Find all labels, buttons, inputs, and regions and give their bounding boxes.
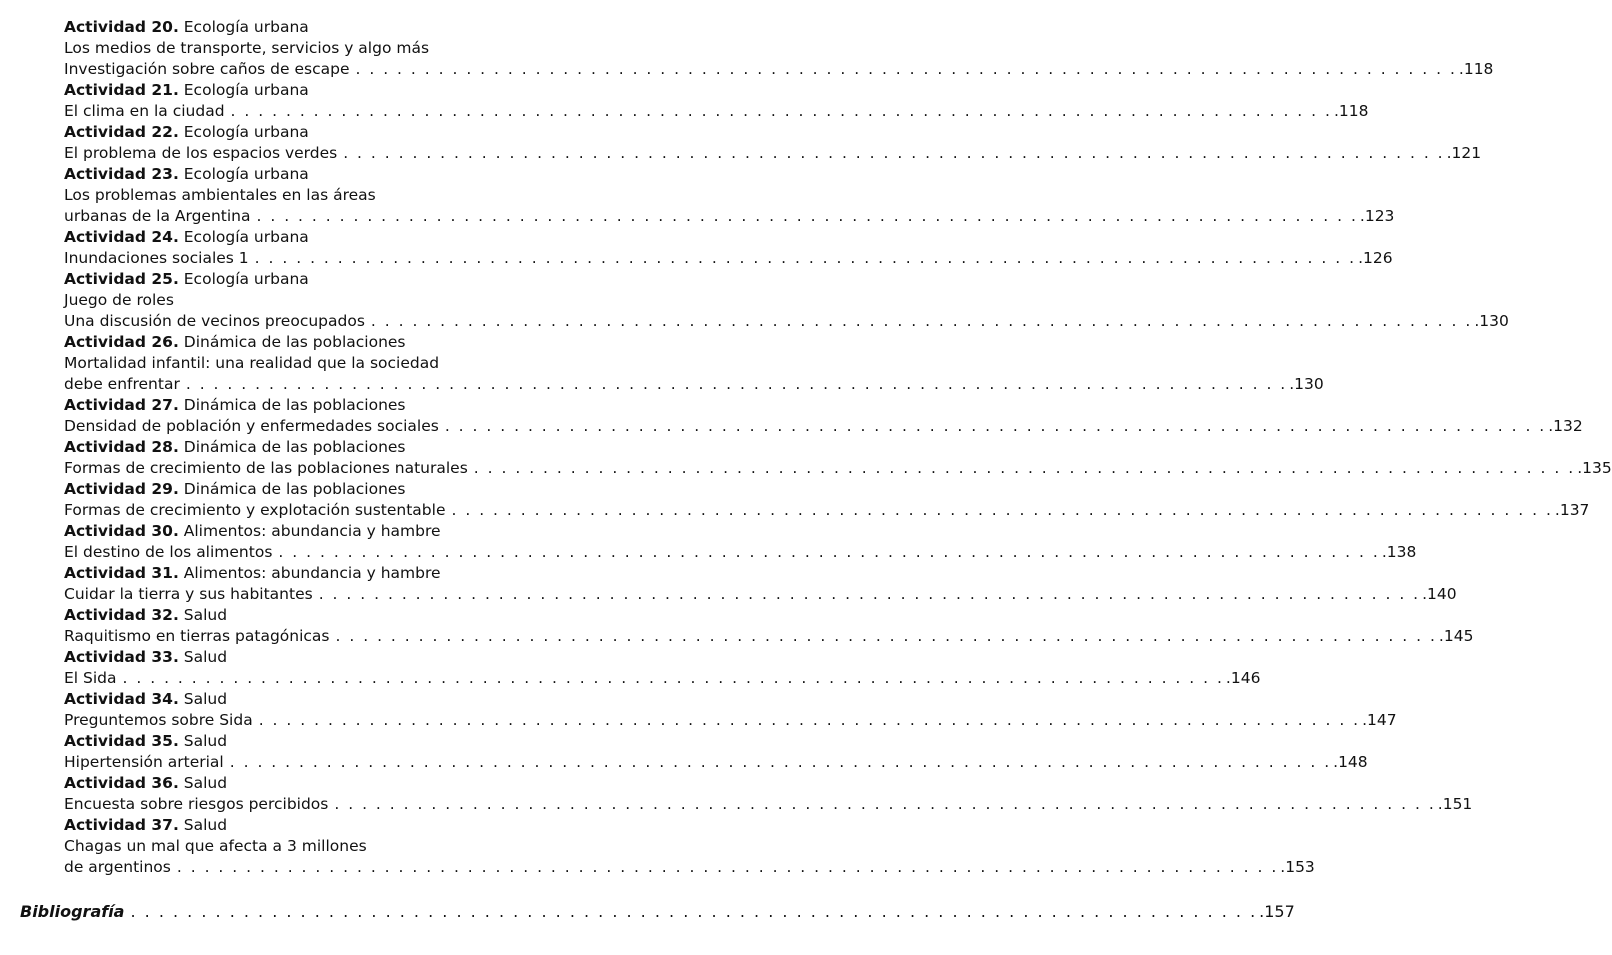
toc-entry[interactable] [64,164,1395,227]
toc-entry[interactable] [64,479,1590,521]
dot-leader: . . . . . . . . . . . . . . . . . . . . . . . . . . . . . . . . . . . . . . . . . . . . . . . . . . . . . . . . . . . . . . . . . . . . . . . . . . . . . . . . [254,249,1357,267]
activity-number: Actividad 36. [64,774,179,792]
activity-title-line [64,542,1417,563]
activity-title: Chagas un mal que afecta a 3 millones [64,837,367,855]
page-number: .118 [1333,102,1369,120]
dot-leader: . . . . . . . . . . . . . . . . . . . . . . . . . . . . . . . . . . . . . . . . . . . . . . . . . . . . . . . . . . . . . . . . . . . . . . . . . . . . . . . . [122,669,1224,687]
activity-number: Actividad 27. [64,396,179,414]
activity-title-line [64,794,1473,815]
activity-title-line [64,584,1457,605]
page-number: .157 [1259,902,1295,921]
activity-heading [64,80,528,101]
page-number: .146 [1225,669,1261,687]
toc-entry[interactable] [64,269,1509,332]
dot-leader: . . . . . . . . . . . . . . . . . . . . . . . . . . . . . . . . . . . . . . . . . . . . . . . . . . . . . . . . . . . . . . . . . . . . . . . . . . . . . . . . [256,207,1358,225]
page-number: .132 [1548,417,1583,435]
activity-title: Formas de crecimiento y explotación sustentable [64,501,446,519]
dot-leader: . . . . . . . . . . . . . . . . . . . . . . . . . . . . . . . . . . . . . . . . . . . . . . . . . . . . . . . . . . . . . . . . . . . . . . . . . . . . . . . . [230,102,1332,120]
activity-topic: Dinámica de las poblaciones [183,333,406,351]
activity-title-line [64,101,1369,122]
page-number: .130 [1474,312,1509,330]
dot-leader: . . . . . . . . . . . . . . . . . . . . . . . . . . . . . . . . . . . . . . . . . . . . . . . . . . . . . . . . . . . . . . . . . . . . . . . . . . . . . . . . [176,858,1279,876]
activity-number: Actividad 21. [64,81,179,99]
page-number: .153 [1280,858,1315,876]
activity-title-line [64,290,528,311]
toc-entry[interactable] [64,332,1324,395]
activity-title: urbanas de la Argentina [64,207,251,225]
activity-title-line [64,206,1395,227]
activity-topic: Dinámica de las poblaciones [183,438,406,456]
toc-entry[interactable] [64,395,1583,437]
activity-heading [64,563,528,584]
dot-leader: . . . . . . . . . . . . . . . . . . . . . . . . . . . . . . . . . . . . . . . . . . . . . . . . . . . . . . . . . . . . . . . . . . . . . . . . . . . . . . . . [370,312,1473,330]
activity-number: Actividad 32. [64,606,179,624]
activity-topic: Ecología urbana [183,228,309,246]
page-number: .138 [1381,543,1417,561]
toc-entry[interactable] [64,521,1417,563]
activity-title: El Sida [64,669,117,687]
activity-heading [64,17,528,38]
dot-leader: . . . . . . . . . . . . . . . . . . . . . . . . . . . . . . . . . . . . . . . . . . . . . . . . . . . . . . . . . . . . . . . . . . . . . . . . . . . . . . . . [334,795,1436,813]
toc-entry[interactable] [64,605,1474,647]
page-number: .140 [1422,585,1457,603]
activity-title-line [64,836,528,857]
activity-topic: Salud [183,606,228,624]
activity-title-line [64,353,528,374]
activity-title-line [64,710,1397,731]
page-number: .147 [1362,711,1397,729]
page-number: .137 [1554,501,1590,519]
toc-entry[interactable] [64,227,1393,269]
activity-title: Inundaciones sociales 1 [64,249,249,267]
dot-leader: . . . . . . . . . . . . . . . . . . . . . . . . . . . . . . . . . . . . . . . . . . . . . . . . . . . . . . . . . . . . . . . . . . . . . . . . . . . . . . . . [335,627,1437,645]
toc-entry[interactable] [64,731,1368,773]
activity-heading [64,815,528,836]
activity-number: Actividad 22. [64,123,179,141]
page-number: .151 [1437,795,1473,813]
dot-leader: . . . . . . . . . . . . . . . . . . . . . . . . . . . . . . . . . . . . . . . . . . . . . . . . . . . . . . . . . . . . . . . . . . . . . . . . . . . . . . . . [258,711,1361,729]
dot-leader: . . . . . . . . . . . . . . . . . . . . . . . . . . . . . . . . . . . . . . . . . . . . . . . . . . . . . . . . . . . . . . . . . . . . . . . . . . . . . . . . [130,902,1258,921]
activity-number: Actividad 29. [64,480,179,498]
page-number: .130 [1289,375,1324,393]
activity-title-line [64,626,1474,647]
activity-title: El clima en la ciudad [64,102,225,120]
activity-title-line [64,311,1509,332]
activity-title: Investigación sobre caños de escape [64,60,350,78]
activity-title: El problema de los espacios verdes [64,144,338,162]
activity-topic: Ecología urbana [183,123,309,141]
activity-heading [64,605,528,626]
activity-title-line [64,500,1590,521]
activity-title: Preguntemos sobre Sida [64,711,253,729]
page-number: .126 [1358,249,1393,267]
page-number: .145 [1438,627,1474,645]
activity-number: Actividad 24. [64,228,179,246]
activity-heading [64,269,528,290]
dot-leader: . . . . . . . . . . . . . . . . . . . . . . . . . . . . . . . . . . . . . . . . . . . . . . . . . . . . . . . . . . . . . . . . . . . . . . . . . . . . . . . . [444,417,1547,435]
activity-heading [64,479,528,500]
page-number: .121 [1446,144,1482,162]
activity-topic: Salud [183,816,228,834]
dot-leader: . . . . . . . . . . . . . . . . . . . . . . . . . . . . . . . . . . . . . . . . . . . . . . . . . . . . . . . . . . . . . . . . . . . . . . . . . . . . . . . . [343,144,1445,162]
page-number: .123 [1359,207,1395,225]
dot-leader: . . . . . . . . . . . . . . . . . . . . . . . . . . . . . . . . . . . . . . . . . . . . . . . . . . . . . . . . . . . . . . . . . . . . . . . . . . . . . . . . [278,543,1380,561]
toc-entry[interactable] [64,122,1482,164]
activity-title: Los medios de transporte, servicios y algo más [64,39,430,57]
activity-topic: Alimentos: abundancia y hambre [183,522,441,540]
activity-topic: Ecología urbana [183,81,309,99]
activity-title-line [64,458,1612,479]
activity-title: de argentinos [64,858,171,876]
page-number: .118 [1458,60,1494,78]
activity-heading [64,332,528,353]
activity-heading [64,731,528,752]
activity-number: Actividad 25. [64,270,179,288]
activity-title: Los problemas ambientales en las áreas [64,186,376,204]
activity-heading [64,773,528,794]
activity-topic: Ecología urbana [183,165,309,183]
activity-title-line [64,185,528,206]
activity-topic: Ecología urbana [183,270,309,288]
dot-leader: . . . . . . . . . . . . . . . . . . . . . . . . . . . . . . . . . . . . . . . . . . . . . . . . . . . . . . . . . . . . . . . . . . . . . . . . . . . . . . . . [451,501,1553,519]
dot-leader: . . . . . . . . . . . . . . . . . . . . . . . . . . . . . . . . . . . . . . . . . . . . . . . . . . . . . . . . . . . . . . . . . . . . . . . . . . . . . . . . [473,459,1576,477]
activity-title: Hipertensión arterial [64,753,224,771]
activity-title-line [64,248,1393,269]
toc-entry[interactable] [64,689,1397,731]
activity-number: Actividad 30. [64,522,179,540]
activity-title-line [64,143,1482,164]
dot-leader: . . . . . . . . . . . . . . . . . . . . . . . . . . . . . . . . . . . . . . . . . . . . . . . . . . . . . . . . . . . . . . . . . . . . . . . . . . . . . . . . [355,60,1457,78]
activity-title: Formas de crecimiento de las poblaciones naturales [64,459,468,477]
activity-number: Actividad 37. [64,816,179,834]
bibliography-label: Bibliografía [20,902,125,921]
activity-heading [64,689,528,710]
activity-topic: Dinámica de las poblaciones [183,480,406,498]
activity-topic: Salud [183,732,228,750]
activity-heading [64,227,528,248]
activity-number: Actividad 23. [64,165,179,183]
activity-topic: Salud [183,648,228,666]
activity-heading [64,647,528,668]
activity-title-line [64,416,1583,437]
activity-title: El destino de los alimentos [64,543,273,561]
activity-heading [64,164,528,185]
page-number: .135 [1577,459,1612,477]
toc-entry[interactable] [64,80,1369,122]
activity-heading [64,437,528,458]
activity-number: Actividad 20. [64,18,179,36]
dot-leader: . . . . . . . . . . . . . . . . . . . . . . . . . . . . . . . . . . . . . . . . . . . . . . . . . . . . . . . . . . . . . . . . . . . . . . . . . . . . . . . . [229,753,1332,771]
activity-heading [64,122,528,143]
activity-title: Juego de roles [64,291,174,309]
activity-title-line [64,752,1368,773]
activity-title: debe enfrentar [64,375,180,393]
toc-entry[interactable] [64,815,1315,878]
activity-number: Actividad 31. [64,564,179,582]
toc-entry[interactable] [64,437,1612,479]
dot-leader: . . . . . . . . . . . . . . . . . . . . . . . . . . . . . . . . . . . . . . . . . . . . . . . . . . . . . . . . . . . . . . . . . . . . . . . . . . . . . . . . [318,585,1421,603]
bibliography-entry[interactable] [20,901,1295,922]
activity-title: Encuesta sobre riesgos percibidos [64,795,329,813]
activity-topic: Salud [183,774,228,792]
activity-heading [64,521,528,542]
activity-title-line [64,59,1494,80]
activity-title-line [64,857,1315,878]
activity-number: Actividad 33. [64,648,179,666]
page-number: .148 [1333,753,1368,771]
activity-topic: Dinámica de las poblaciones [183,396,406,414]
activity-topic: Alimentos: abundancia y hambre [183,564,441,582]
activity-number: Actividad 35. [64,732,179,750]
activity-topic: Salud [183,690,228,708]
activity-number: Actividad 34. [64,690,179,708]
toc-entry[interactable] [64,647,1261,689]
activity-heading [64,395,528,416]
activity-number: Actividad 26. [64,333,179,351]
activity-title: Densidad de población y enfermedades sociales [64,417,439,435]
toc-entry[interactable] [64,773,1473,815]
activity-title: Cuidar la tierra y sus habitantes [64,585,313,603]
activity-title-line [64,38,528,59]
activity-number: Actividad 28. [64,438,179,456]
activity-title: Una discusión de vecinos preocupados [64,312,365,330]
activity-title: Raquitismo en tierras patagónicas [64,627,330,645]
dot-leader: . . . . . . . . . . . . . . . . . . . . . . . . . . . . . . . . . . . . . . . . . . . . . . . . . . . . . . . . . . . . . . . . . . . . . . . . . . . . . . . . [185,375,1288,393]
toc-entry[interactable] [64,17,1494,80]
activity-title-line [64,374,1324,395]
table-of-contents [64,17,1612,878]
activity-title: Mortalidad infantil: una realidad que la sociedad [64,354,440,372]
activity-title-line [64,668,1261,689]
toc-entry[interactable] [64,563,1457,605]
activity-topic: Ecología urbana [183,18,309,36]
